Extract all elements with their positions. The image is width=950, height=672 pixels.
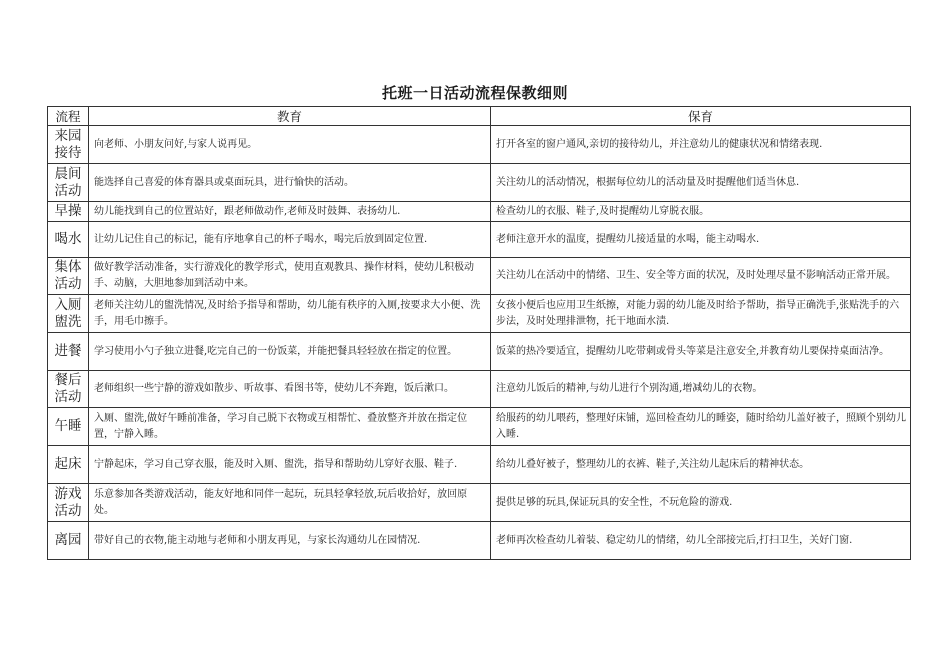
education-cell: 乐意参加各类游戏活动，能友好地和同伴一起玩，玩具轻拿轻放,玩后收拾好，放回原处。 xyxy=(89,484,491,522)
document-title: 托班一日活动流程保教细则 xyxy=(381,84,568,102)
stage-label-line: 喝水 xyxy=(54,231,82,247)
care-cell: 老师再次检查幼儿着装、稳定幼儿的情绪，幼儿全部接完后,打扫卫生，关好门窗. xyxy=(491,522,911,560)
education-cell: 老师组织一些宁静的游戏如散步、听故事、看图书等，使幼儿不奔跑，饭后漱口。 xyxy=(89,371,491,408)
stage-label-line: 活动 xyxy=(54,389,82,405)
stage-cell xyxy=(48,371,89,408)
table-row xyxy=(48,258,911,295)
care-cell: 给服药的幼儿喂药，整理好床铺，巡回检查幼儿的睡姿，随时给幼儿盖好被子，照顾个别幼儿入睡. xyxy=(491,408,911,446)
education-cell: 入厕、盥洗,做好午睡前准备，学习自己脱下衣物或互相帮忙、叠放整齐并放在指定位置，宁静入睡。 xyxy=(89,408,491,446)
education-cell: 能选择自己喜爱的体育器具或桌面玩具，进行愉快的活动。 xyxy=(89,164,491,202)
header-education: 教育 xyxy=(89,107,491,126)
education-cell: 让幼儿记住自己的标记，能有序地拿自己的杯子喝水，喝完后放到固定位置. xyxy=(89,222,491,258)
stage-cell xyxy=(48,222,89,258)
stage-cell xyxy=(48,126,89,164)
header-care: 保育 xyxy=(491,107,911,126)
table-row xyxy=(48,222,911,258)
stage-cell xyxy=(48,522,89,560)
table-row xyxy=(48,484,911,522)
table-row xyxy=(48,522,911,560)
education-cell: 学习使用小勺子独立进餐,吃完自己的一份饭菜，并能把餐具轻轻放在指定的位置。 xyxy=(89,333,491,371)
stage-label-line: 接待 xyxy=(54,144,82,161)
table-row xyxy=(48,295,911,333)
table-row xyxy=(48,446,911,484)
stage-cell xyxy=(48,295,89,333)
care-cell: 给幼儿叠好被子，整理幼儿的衣裤、鞋子,关注幼儿起床后的精神状态。 xyxy=(491,446,911,484)
education-cell: 老师关注幼儿的盥洗情况,及时给予指导和帮助，幼儿能有秩序的入厕,按要求大小便、洗手，用毛巾擦手。 xyxy=(89,295,491,333)
table-row xyxy=(48,164,911,202)
stage-label-line: 来园 xyxy=(54,127,82,144)
table-row xyxy=(48,333,911,371)
stage-label-line: 盥洗 xyxy=(54,313,82,330)
stage-cell xyxy=(48,258,89,295)
stage-cell xyxy=(48,202,89,222)
table-row xyxy=(48,126,911,164)
stage-label-line: 晨间 xyxy=(54,165,82,182)
education-cell: 做好教学活动准备，实行游戏化的教学形式，使用直观教具、操作材料，使幼儿积极动手、动脑，大胆地参加到活动中来。 xyxy=(89,258,491,295)
stage-cell xyxy=(48,164,89,202)
education-cell: 带好自己的衣物,能主动地与老师和小朋友再见，与家长沟通幼儿在园情况. xyxy=(89,522,491,560)
education-cell: 向老师、小朋友问好,与家人说再见。 xyxy=(89,126,491,164)
stage-label-line: 起床 xyxy=(54,456,82,472)
stage-label-line: 餐后 xyxy=(54,372,82,388)
table-row xyxy=(48,202,911,222)
care-cell: 检查幼儿的衣服、鞋子,及时提醒幼儿穿脱衣服。 xyxy=(491,202,911,222)
stage-label-line: 入厕 xyxy=(54,296,82,313)
stage-label-line: 进餐 xyxy=(54,343,82,359)
care-cell: 关注幼儿在活动中的情绪、卫生、安全等方面的状况，及时处理尽量不影响活动正常开展。 xyxy=(491,258,911,295)
stage-label-line: 活动 xyxy=(54,502,82,519)
stage-cell xyxy=(48,408,89,446)
stage-label-line: 活动 xyxy=(54,276,82,292)
stage-label-line: 游戏 xyxy=(54,485,82,502)
care-cell: 关注幼儿的活动情况，根据每位幼儿的活动量及时提醒他们适当休息. xyxy=(491,164,911,202)
table-row xyxy=(48,408,911,446)
care-cell: 打开各室的窗户通风,亲切的接待幼儿，并注意幼儿的健康状况和情绪表现. xyxy=(491,126,911,164)
stage-label-line: 早操 xyxy=(54,203,82,219)
table-header-row xyxy=(48,107,911,126)
stage-cell xyxy=(48,446,89,484)
education-cell: 幼儿能找到自己的位置站好，跟老师做动作,老师及时鼓舞、表扬幼儿. xyxy=(89,202,491,222)
stage-label-line: 午睡 xyxy=(54,418,82,434)
stage-label-line: 集体 xyxy=(54,259,82,275)
care-cell: 注意幼儿饭后的精神,与幼儿进行个别沟通,增减幼儿的衣物。 xyxy=(491,371,911,408)
stage-label-line: 离园 xyxy=(54,532,82,548)
education-cell: 宁静起床，学习自己穿衣服，能及时入厕、盥洗，指导和帮助幼儿穿好衣服、鞋子. xyxy=(89,446,491,484)
care-cell: 饭菜的热冷要适宜，提醒幼儿吃带刺或骨头等菜是注意安全,并教育幼儿要保持桌面洁净。 xyxy=(491,333,911,371)
schedule-table xyxy=(47,106,911,560)
stage-label-line: 活动 xyxy=(54,182,82,199)
care-cell: 女孩小便后也应用卫生纸擦，对能力弱的幼儿能及时给予帮助，指导正确洗手,张贴洗手的六步法，及时处理排泄物，托干地面水渍. xyxy=(491,295,911,333)
header-stage: 流程 xyxy=(48,107,89,126)
stage-cell xyxy=(48,484,89,522)
table-row xyxy=(48,371,911,408)
care-cell: 提供足够的玩具,保证玩具的安全性，不玩危险的游戏. xyxy=(491,484,911,522)
care-cell: 老师注意开水的温度，提醒幼儿接适量的水喝，能主动喝水. xyxy=(491,222,911,258)
stage-cell xyxy=(48,333,89,371)
